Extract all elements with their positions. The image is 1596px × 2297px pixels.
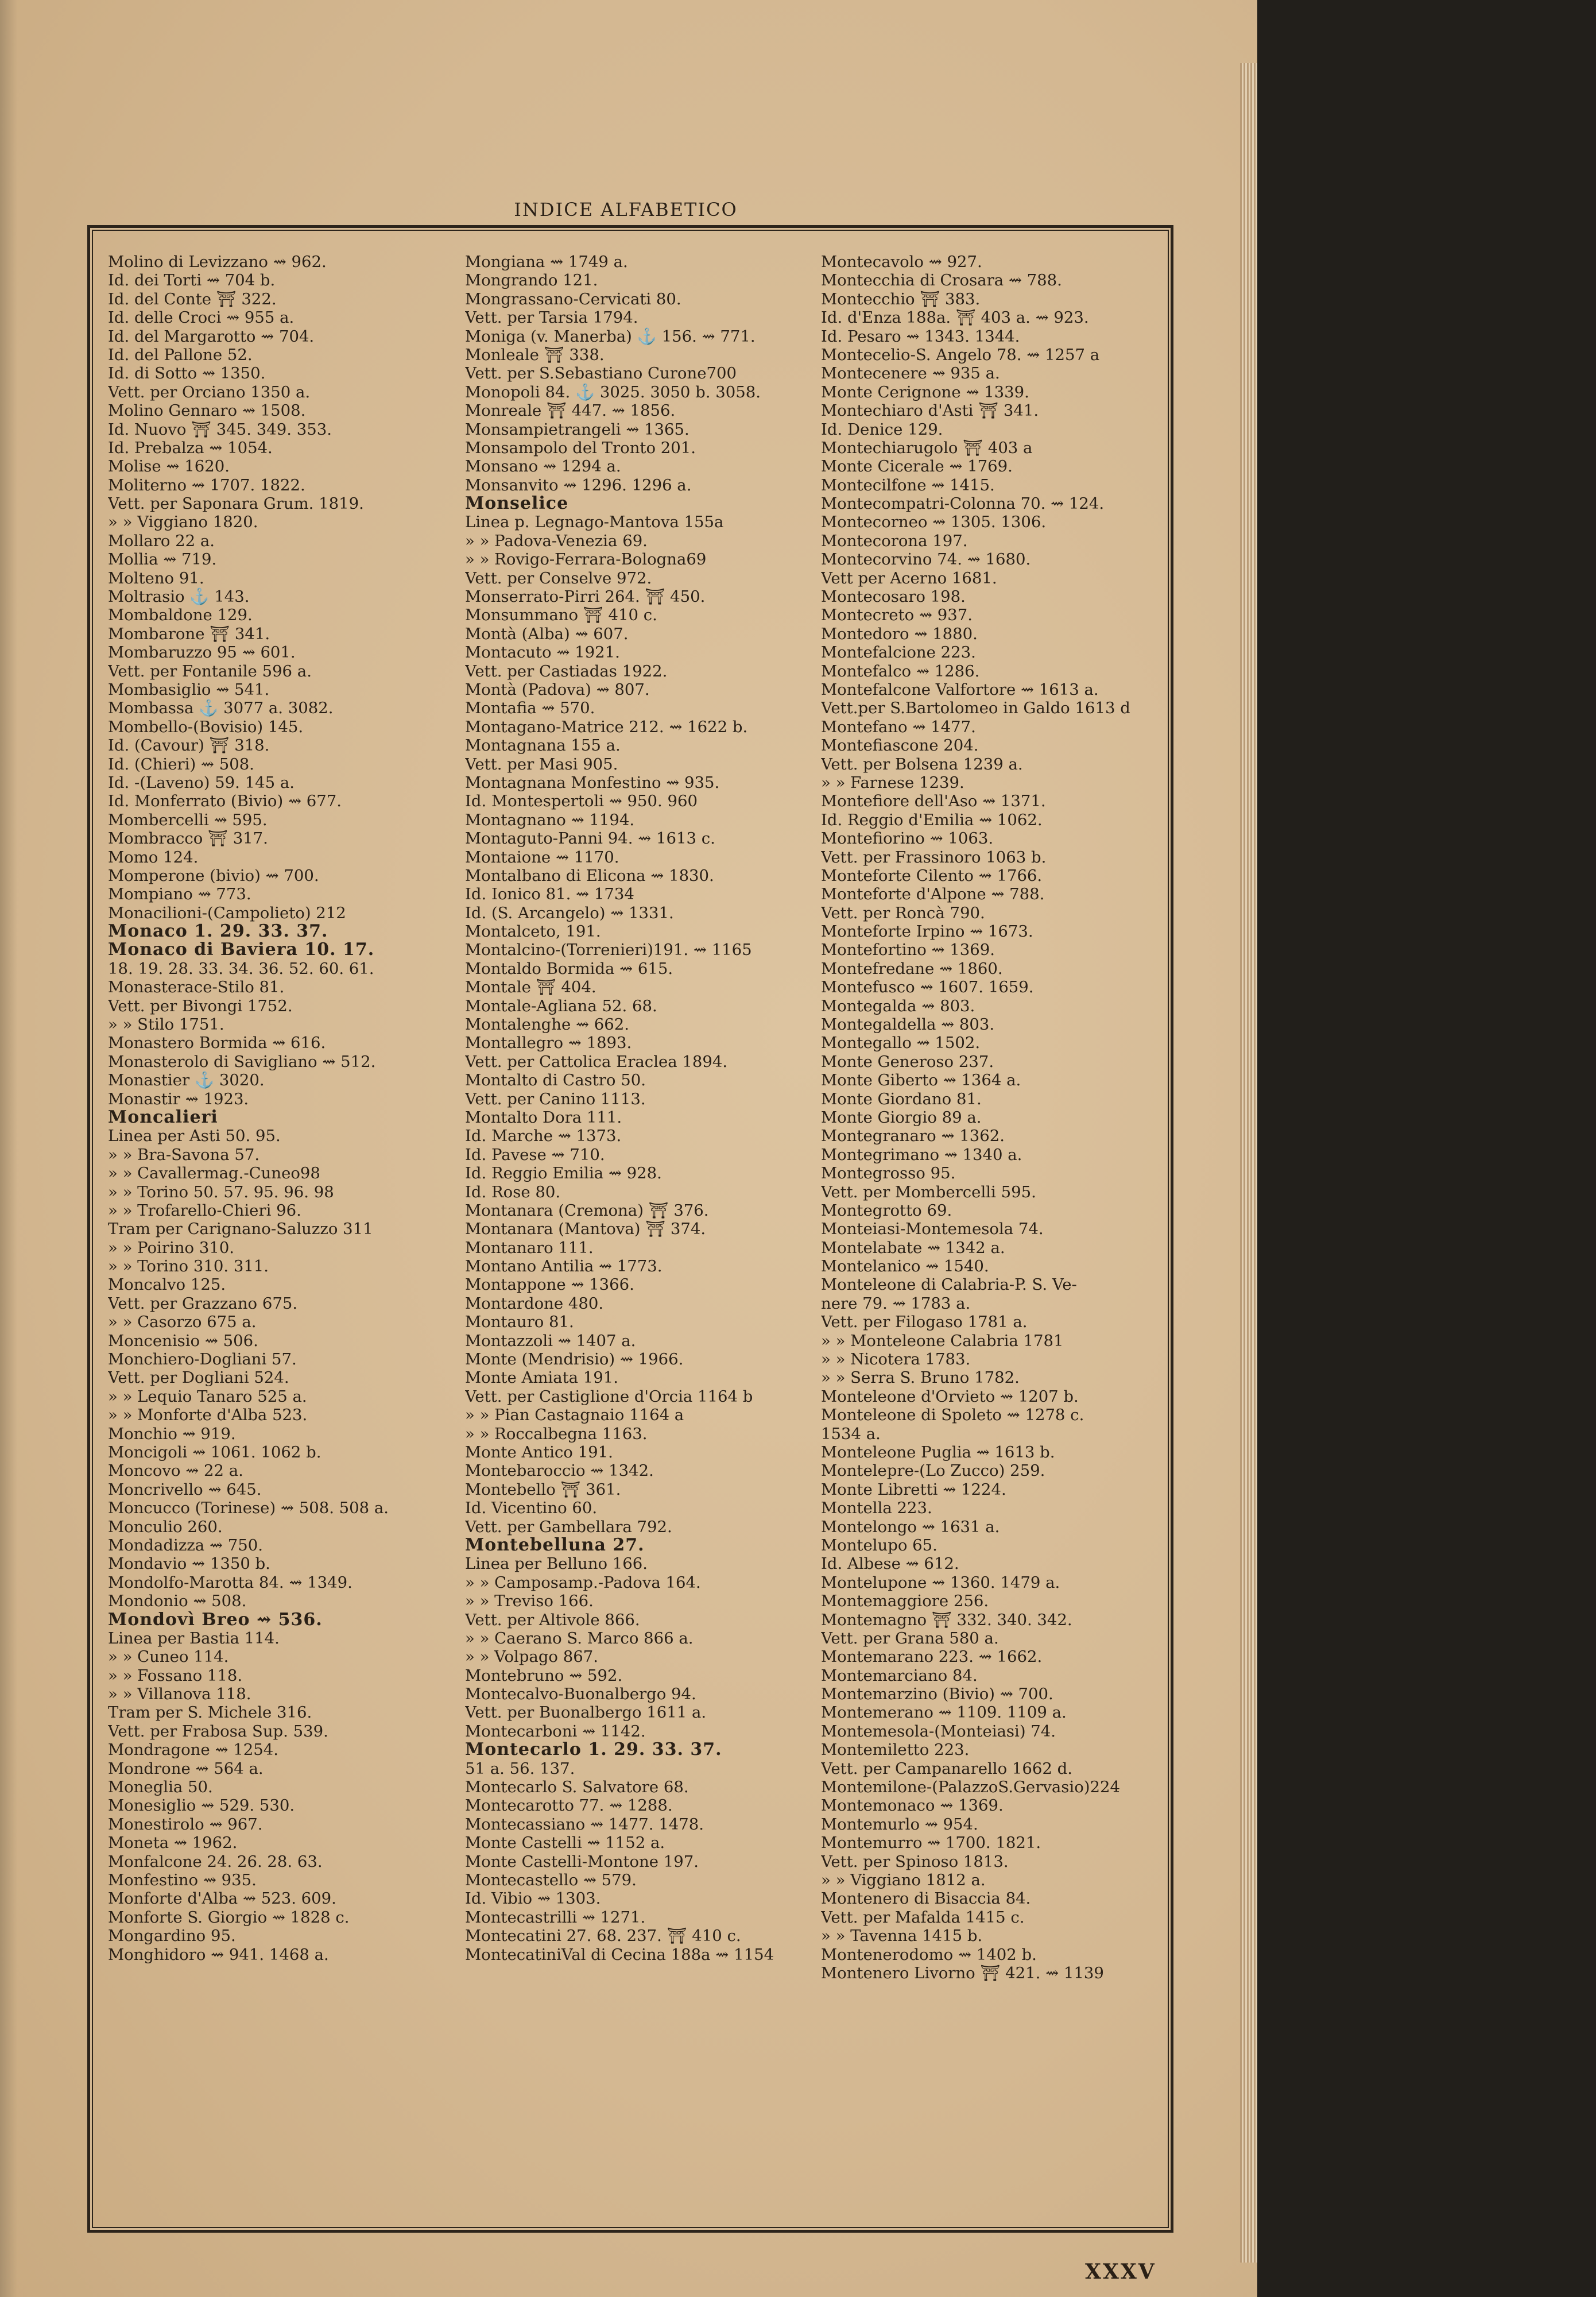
index-entry: Moncovo ⇝ 22 a. bbox=[108, 1461, 243, 1480]
index-entry: Monte Giorgio 89 a. bbox=[821, 1108, 982, 1127]
index-entry: Vett. per Masi 905. bbox=[465, 755, 618, 774]
index-entry: Mongardino 95. bbox=[108, 1927, 236, 1946]
background-dark bbox=[1257, 0, 1596, 2297]
index-entry: Vett. per Altivole 866. bbox=[465, 1610, 640, 1629]
index-entry: Montanara (Mantova) ⛩ 374. bbox=[465, 1220, 706, 1239]
index-entry: Monghidoro ⇝ 941. 1468 a. bbox=[108, 1945, 329, 1964]
index-entry: Montauro 81. bbox=[465, 1313, 574, 1332]
index-entry: » » Monteleone Calabria 1781 bbox=[821, 1331, 1064, 1350]
index-entry: Montecastello ⇝ 579. bbox=[465, 1870, 637, 1889]
index-entry: Vett. per Frabosa Sup. 539. bbox=[108, 1722, 328, 1741]
index-entry: Montecelio-S. Angelo 78. ⇝ 1257 a bbox=[821, 345, 1100, 364]
index-entry: » » Rovigo-Ferrara-Bologna69 bbox=[465, 550, 707, 569]
index-entry: Monfestino ⇝ 935. bbox=[108, 1870, 257, 1889]
index-entry: Montemarano 223. ⇝ 1662. bbox=[821, 1648, 1043, 1666]
index-entry: Montefiascone 204. bbox=[821, 736, 979, 755]
index-entry: Montecatini 27. 68. 237. ⛩ 410 c. bbox=[465, 1927, 741, 1946]
index-entry: Montechiarugolo ⛩ 403 a bbox=[821, 438, 1033, 457]
index-entry: Montecavolo ⇝ 927. bbox=[821, 253, 982, 271]
index-entry: Molino Gennaro ⇝ 1508. bbox=[108, 401, 306, 420]
index-entry: Montaguto-Panni 94. ⇝ 1613 c. bbox=[465, 829, 715, 848]
index-entry: Monte (Mendrisio) ⇝ 1966. bbox=[465, 1350, 684, 1369]
index-column-2 bbox=[465, 253, 809, 1964]
index-entry: Moncucco (Torinese) ⇝ 508. 508 a. bbox=[108, 1499, 389, 1518]
index-entry: Vett. per Mafalda 1415 c. bbox=[821, 1908, 1025, 1927]
index-entry: Id. d'Enza 188a. ⛩ 403 a. ⇝ 923. bbox=[821, 308, 1089, 327]
index-entry: Montecalvo-Buonalbergo 94. bbox=[465, 1685, 696, 1704]
index-entry: Montecorneo ⇝ 1305. 1306. bbox=[821, 513, 1047, 532]
index-entry: Montappone ⇝ 1366. bbox=[465, 1275, 634, 1294]
index-entry: Montelupone ⇝ 1360. 1479 a. bbox=[821, 1573, 1060, 1592]
index-entry: Montella 223. bbox=[821, 1499, 932, 1518]
index-entry: Monaco 1. 29. 33. 37. bbox=[108, 922, 328, 941]
index-entry: Vett. per Orciano 1350 a. bbox=[108, 382, 311, 401]
index-entry: MontecatiniVal di Cecina 188a ⇝ 1154 bbox=[465, 1945, 774, 1964]
index-entry: Monsano ⇝ 1294 a. bbox=[465, 457, 621, 476]
index-entry: Vett. per Grana 580 a. bbox=[821, 1629, 999, 1648]
index-entry: Montemarciano 84. bbox=[821, 1666, 978, 1685]
index-entry: Montecreto ⇝ 937. bbox=[821, 606, 973, 625]
index-entry: Momperone (bivio) ⇝ 700. bbox=[108, 866, 319, 885]
index-entry: Montebelluna 27. bbox=[465, 1536, 645, 1555]
index-entry: Id. -(Laveno) 59. 145 a. bbox=[108, 773, 295, 792]
index-entry: Montalto di Castro 50. bbox=[465, 1071, 646, 1090]
index-entry: Mondadizza ⇝ 750. bbox=[108, 1536, 263, 1554]
index-entry: » » Trofarello-Chieri 96. bbox=[108, 1201, 301, 1220]
index-entry: Montefano ⇝ 1477. bbox=[821, 717, 976, 736]
index-entry: Montemerano ⇝ 1109. 1109 a. bbox=[821, 1703, 1067, 1722]
index-entry: Montecastrilli ⇝ 1271. bbox=[465, 1908, 646, 1927]
index-entry: Monacilioni-(Campolieto) 212 bbox=[108, 903, 346, 922]
index-entry: Mombassa ⚓ 3077 a. 3082. bbox=[108, 699, 334, 718]
index-entry: Monforte d'Alba ⇝ 523. 609. bbox=[108, 1889, 336, 1908]
index-entry: Linea per Asti 50. 95. bbox=[108, 1127, 281, 1146]
index-entry: Mollaro 22 a. bbox=[108, 531, 215, 550]
index-entry: Montelepre-(Lo Zucco) 259. bbox=[821, 1461, 1045, 1480]
index-entry: » » Volpago 867. bbox=[465, 1648, 598, 1666]
index-entry: Monte Amiata 191. bbox=[465, 1368, 619, 1387]
index-entry: » » Cavallermag.-Cuneo98 bbox=[108, 1164, 320, 1183]
index-entry: Mombarone ⛩ 341. bbox=[108, 624, 270, 643]
book-page-edges bbox=[1240, 63, 1257, 2263]
index-entry: Id. Vibio ⇝ 1303. bbox=[465, 1889, 601, 1908]
index-entry: 1534 a. bbox=[821, 1424, 881, 1443]
index-entry: » » Villanova 118. bbox=[108, 1685, 251, 1704]
index-entry: Montecarlo S. Salvatore 68. bbox=[465, 1778, 689, 1797]
index-entry: Vett. per Fontanile 596 a. bbox=[108, 662, 312, 680]
index-entry: Monte Antico 191. bbox=[465, 1443, 613, 1461]
index-entry: Vett. per Mombercelli 595. bbox=[821, 1182, 1036, 1201]
index-entry: Monte Cerignone ⇝ 1339. bbox=[821, 382, 1029, 401]
index-entry: Montemurlo ⇝ 954. bbox=[821, 1815, 978, 1834]
index-entry: Monesiglio ⇝ 529. 530. bbox=[108, 1796, 295, 1815]
index-entry: Vett. per Gambellara 792. bbox=[465, 1517, 672, 1536]
index-entry: Montebello ⛩ 361. bbox=[465, 1480, 621, 1499]
index-entry: » » Torino 310. 311. bbox=[108, 1257, 269, 1276]
index-entry: Montefusco ⇝ 1607. 1659. bbox=[821, 978, 1034, 997]
index-entry: » » Bra-Savona 57. bbox=[108, 1145, 260, 1164]
index-entry: Tram per S. Michele 316. bbox=[108, 1703, 312, 1722]
index-entry: Vett. per Castiglione d'Orcia 1164 b bbox=[465, 1387, 753, 1406]
index-entry: Montemarzino (Bivio) ⇝ 700. bbox=[821, 1685, 1053, 1704]
index-entry: Montefredane ⇝ 1860. bbox=[821, 959, 1003, 978]
index-entry: Montallegro ⇝ 1893. bbox=[465, 1034, 632, 1053]
index-entry: » » Stilo 1751. bbox=[108, 1015, 224, 1034]
index-entry: Vett. per Roncà 790. bbox=[821, 903, 985, 922]
index-entry: Linea per Bastia 114. bbox=[108, 1629, 280, 1648]
index-entry: Montaldo Bormida ⇝ 615. bbox=[465, 959, 673, 978]
index-column-3 bbox=[821, 253, 1165, 1982]
index-entry: Monte Giberto ⇝ 1364 a. bbox=[821, 1071, 1021, 1090]
index-entry: Vett. per Canino 1113. bbox=[465, 1089, 646, 1108]
index-entry: Moncalvo 125. bbox=[108, 1275, 226, 1294]
index-entry: Mondragone ⇝ 1254. bbox=[108, 1741, 278, 1760]
index-entry: Montalceto, 191. bbox=[465, 922, 601, 941]
index-entry: » » Farnese 1239. bbox=[821, 773, 964, 792]
index-entry: Mombasiglio ⇝ 541. bbox=[108, 680, 270, 699]
index-entry: Moncigoli ⇝ 1061. 1062 b. bbox=[108, 1443, 321, 1461]
index-entry: Montemesola-(Monteiasi) 74. bbox=[821, 1722, 1056, 1741]
index-entry: Mombracco ⛩ 317. bbox=[108, 829, 268, 848]
index-entry: Molino di Levizzano ⇝ 962. bbox=[108, 253, 327, 271]
index-entry: Montefortino ⇝ 1369. bbox=[821, 941, 995, 960]
index-entry: Moltrasio ⚓ 143. bbox=[108, 587, 250, 606]
index-entry: Montechiaro d'Asti ⛩ 341. bbox=[821, 401, 1039, 420]
index-entry: Momo 124. bbox=[108, 848, 199, 867]
index-entry: Vett. per Filogaso 1781 a. bbox=[821, 1313, 1028, 1332]
index-entry: Monasterolo di Savigliano ⇝ 512. bbox=[108, 1052, 376, 1071]
index-entry: Montelupo 65. bbox=[821, 1536, 938, 1554]
index-entry: Vett. per Castiadas 1922. bbox=[465, 662, 668, 680]
index-entry: Montefiore dell'Aso ⇝ 1371. bbox=[821, 792, 1046, 811]
index-entry: Vett. per Bivongi 1752. bbox=[108, 996, 293, 1015]
index-entry: Monteleone d'Orvieto ⇝ 1207 b. bbox=[821, 1387, 1079, 1406]
index-entry: Id. Denice 129. bbox=[821, 420, 943, 439]
index-entry: Moliterno ⇝ 1707. 1822. bbox=[108, 475, 305, 494]
index-entry: Montefalcione 223. bbox=[821, 643, 976, 662]
index-entry: Montegrotto 69. bbox=[821, 1201, 952, 1220]
index-entry: Montelongo ⇝ 1631 a. bbox=[821, 1517, 1000, 1536]
index-entry: » » Roccalbegna 1163. bbox=[465, 1424, 648, 1443]
index-entry: » » Poirino 310. bbox=[108, 1238, 235, 1257]
index-entry: Mondonio ⇝ 508. bbox=[108, 1592, 247, 1611]
index-entry: Montagnana Monfestino ⇝ 935. bbox=[465, 773, 720, 792]
index-entry: Montecarotto 77. ⇝ 1288. bbox=[465, 1796, 673, 1815]
index-entry: Vett. per S.Sebastiano Curone700 bbox=[465, 364, 737, 383]
index-entry: Montefalcone Valfortore ⇝ 1613 a. bbox=[821, 680, 1099, 699]
index-entry: Monteiasi-Montemesola 74. bbox=[821, 1220, 1044, 1239]
index-entry: Montecenere ⇝ 935 a. bbox=[821, 364, 1000, 383]
index-entry: Monastero Bormida ⇝ 616. bbox=[108, 1034, 326, 1053]
index-entry: Mondolfo-Marotta 84. ⇝ 1349. bbox=[108, 1573, 352, 1592]
index-entry: Montefiorino ⇝ 1063. bbox=[821, 829, 994, 848]
index-entry: Montalenghe ⇝ 662. bbox=[465, 1015, 629, 1034]
index-entry: Montafia ⇝ 570. bbox=[465, 699, 595, 718]
index-entry: » » Camposamp.-Padova 164. bbox=[465, 1573, 701, 1592]
index-entry: Monestirolo ⇝ 967. bbox=[108, 1815, 263, 1834]
index-entry: Id. Reggio d'Emilia ⇝ 1062. bbox=[821, 810, 1043, 829]
index-entry: Montecchia di Crosara ⇝ 788. bbox=[821, 271, 1062, 290]
index-entry: Id. del Conte ⛩ 322. bbox=[108, 289, 277, 308]
index-entry: Monte Castelli-Montone 197. bbox=[465, 1852, 699, 1871]
index-entry: Montalcino-(Torrenieri)191. ⇝ 1165 bbox=[465, 941, 752, 960]
index-entry: Id. di Sotto ⇝ 1350. bbox=[108, 364, 266, 383]
index-entry: Montalbano di Elicona ⇝ 1830. bbox=[465, 866, 714, 885]
index-entry: Moncenisio ⇝ 506. bbox=[108, 1331, 258, 1350]
index-entry: Id. Pavese ⇝ 710. bbox=[465, 1145, 605, 1164]
index-column-1 bbox=[108, 253, 452, 1964]
index-entry: Montedoro ⇝ 1880. bbox=[821, 624, 978, 643]
index-entry: Vett. per Bolsena 1239 a. bbox=[821, 755, 1023, 774]
index-entry: » » Torino 50. 57. 95. 96. 98 bbox=[108, 1182, 334, 1201]
page-number: XXXV bbox=[1085, 2260, 1156, 2284]
index-entry: » » Casorzo 675 a. bbox=[108, 1313, 257, 1332]
index-entry: Montemurro ⇝ 1700. 1821. bbox=[821, 1834, 1041, 1853]
index-entry: Monteleone Puglia ⇝ 1613 b. bbox=[821, 1443, 1055, 1461]
index-entry: Montefalco ⇝ 1286. bbox=[821, 662, 980, 680]
index-entry: Montecorona 197. bbox=[821, 531, 968, 550]
index-entry: Id. Reggio Emilia ⇝ 928. bbox=[465, 1164, 662, 1183]
index-entry: Monteleone di Calabria-P. S. Ve- bbox=[821, 1275, 1077, 1294]
index-entry: Montale-Agliana 52. 68. bbox=[465, 996, 657, 1015]
index-entry: Montà (Alba) ⇝ 607. bbox=[465, 624, 629, 643]
index-entry: Monte Giordano 81. bbox=[821, 1089, 982, 1108]
index-entry: Id. Marche ⇝ 1373. bbox=[465, 1127, 622, 1146]
index-entry: Monleale ⛩ 338. bbox=[465, 345, 605, 364]
index-entry: » » Viggiano 1820. bbox=[108, 513, 258, 532]
index-entry: Vett.per S.Bartolomeo in Galdo 1613 d bbox=[821, 699, 1130, 718]
index-entry: Molise ⇝ 1620. bbox=[108, 457, 230, 476]
index-entry: 18. 19. 28. 33. 34. 36. 52. 60. 61. bbox=[108, 959, 374, 978]
index-entry: Mongiana ⇝ 1749 a. bbox=[465, 253, 628, 271]
index-entry: Montegallo ⇝ 1502. bbox=[821, 1034, 981, 1053]
index-entry: Monte Cicerale ⇝ 1769. bbox=[821, 457, 1013, 476]
index-entry: Montelanico ⇝ 1540. bbox=[821, 1257, 989, 1276]
index-entry: Vett. per Campanarello 1662 d. bbox=[821, 1759, 1072, 1778]
index-entry: Id. Nuovo ⛩ 345. 349. 353. bbox=[108, 420, 332, 439]
index-entry: » » Pian Castagnaio 1164 a bbox=[465, 1406, 684, 1425]
index-entry: Monastier ⚓ 3020. bbox=[108, 1071, 265, 1090]
index-entry: » » Caerano S. Marco 866 a. bbox=[465, 1629, 694, 1648]
index-entry: Monsanvito ⇝ 1296. 1296 a. bbox=[465, 475, 692, 494]
index-entry: Monte Castelli ⇝ 1152 a. bbox=[465, 1834, 665, 1853]
index-entry: Vett per Acerno 1681. bbox=[821, 569, 997, 587]
index-entry: Monteforte d'Alpone ⇝ 788. bbox=[821, 885, 1045, 904]
index-entry: Mondrone ⇝ 564 a. bbox=[108, 1759, 264, 1778]
index-entry: Moneta ⇝ 1962. bbox=[108, 1834, 238, 1853]
index-entry: Id. Pesaro ⇝ 1343. 1344. bbox=[821, 327, 1020, 346]
index-entry: Vett. per Tarsia 1794. bbox=[465, 308, 638, 327]
running-header: INDICE ALFABETICO bbox=[514, 199, 738, 221]
index-entry: Monteforte Cilento ⇝ 1766. bbox=[821, 866, 1043, 885]
index-entry: Mongrassano-Cervicati 80. bbox=[465, 289, 681, 308]
index-entry: Id. Montespertoli ⇝ 950. 960 bbox=[465, 792, 698, 811]
index-entry: Id. delle Croci ⇝ 955 a. bbox=[108, 308, 295, 327]
index-entry: Montenerodomo ⇝ 1402 b. bbox=[821, 1945, 1037, 1964]
index-entry: Monserrato-Pirri 264. ⛩ 450. bbox=[465, 587, 706, 606]
index-entry: Montacuto ⇝ 1921. bbox=[465, 643, 620, 662]
index-entry: Monsummano ⛩ 410 c. bbox=[465, 606, 657, 625]
index-entry: Montemagno ⛩ 332. 340. 342. bbox=[821, 1610, 1072, 1629]
index-entry: Montegrosso 95. bbox=[821, 1164, 956, 1183]
index-entry: Montalto Dora 111. bbox=[465, 1108, 622, 1127]
index-entry: Montegalda ⇝ 803. bbox=[821, 996, 975, 1015]
index-entry: Vett. per Conselve 972. bbox=[465, 569, 652, 587]
index-entry: » » Monforte d'Alba 523. bbox=[108, 1406, 308, 1425]
index-entry: Montegranaro ⇝ 1362. bbox=[821, 1127, 1005, 1146]
index-entry: Vett. per Dogliani 524. bbox=[108, 1368, 289, 1387]
index-entry: Id. Prebalza ⇝ 1054. bbox=[108, 438, 273, 457]
index-entry: Id. del Pallone 52. bbox=[108, 345, 253, 364]
index-entry: Montagano-Matrice 212. ⇝ 1622 b. bbox=[465, 717, 748, 736]
index-entry: Monte Generoso 237. bbox=[821, 1052, 994, 1071]
index-entry: Montemiletto 223. bbox=[821, 1741, 970, 1760]
index-entry: Monastir ⇝ 1923. bbox=[108, 1089, 249, 1108]
index-entry: Montecilfone ⇝ 1415. bbox=[821, 475, 995, 494]
index-entry: Montebaroccio ⇝ 1342. bbox=[465, 1461, 654, 1480]
index-entry: Montecorvino 74. ⇝ 1680. bbox=[821, 550, 1031, 569]
index-entry: Id. (S. Arcangelo) ⇝ 1331. bbox=[465, 903, 674, 922]
index-entry: Montecarboni ⇝ 1142. bbox=[465, 1722, 646, 1741]
index-entry: Mombaldone 129. bbox=[108, 606, 253, 625]
index-entry: Id. Rose 80. bbox=[465, 1182, 561, 1201]
index-entry: Mondavio ⇝ 1350 b. bbox=[108, 1554, 270, 1573]
index-entry: Montemaggiore 256. bbox=[821, 1592, 989, 1611]
index-entry: Montecompatri-Colonna 70. ⇝ 124. bbox=[821, 494, 1105, 513]
index-entry: Molteno 91. bbox=[108, 569, 204, 587]
index-entry: 51 a. 56. 137. bbox=[465, 1759, 575, 1778]
index-entry: Vett. per Frassinoro 1063 b. bbox=[821, 848, 1047, 867]
index-entry: Mompiano ⇝ 773. bbox=[108, 885, 251, 904]
index-entry: Id. (Chieri) ⇝ 508. bbox=[108, 755, 254, 774]
index-entry: Montanaro 111. bbox=[465, 1238, 594, 1257]
index-entry: Monopoli 84. ⚓ 3025. 3050 b. 3058. bbox=[465, 382, 761, 401]
index-entry: Montale ⛩ 404. bbox=[465, 978, 596, 997]
index-entry: nere 79. ⇝ 1783 a. bbox=[821, 1294, 971, 1313]
index-entry: » » Padova-Venezia 69. bbox=[465, 531, 648, 550]
index-entry: » » Treviso 166. bbox=[465, 1592, 594, 1611]
index-entry: Linea per Belluno 166. bbox=[465, 1554, 648, 1573]
index-entry: Montebruno ⇝ 592. bbox=[465, 1666, 623, 1685]
index-entry: Tram per Carignano-Saluzzo 311 bbox=[108, 1220, 373, 1239]
index-entry: Moncrivello ⇝ 645. bbox=[108, 1480, 262, 1499]
index-entry: Montaione ⇝ 1170. bbox=[465, 848, 619, 867]
index-entry: Monselice bbox=[465, 494, 569, 513]
index-entry: Montemilone-(PalazzoS.Gervasio)224 bbox=[821, 1778, 1120, 1797]
index-entry: Monfalcone 24. 26. 28. 63. bbox=[108, 1852, 323, 1871]
index-entry: Monteforte Irpino ⇝ 1673. bbox=[821, 922, 1033, 941]
index-entry: » » Cuneo 114. bbox=[108, 1648, 229, 1666]
index-entry: Id. Monferrato (Bivio) ⇝ 677. bbox=[108, 792, 342, 811]
index-entry: Vett. per Buonalbergo 1611 a. bbox=[465, 1703, 707, 1722]
index-entry: Mombello-(Bovisio) 145. bbox=[108, 717, 304, 736]
index-entry: Vett. per Saponara Grum. 1819. bbox=[108, 494, 364, 513]
index-entry: Monsampietrangeli ⇝ 1365. bbox=[465, 420, 689, 439]
index-entry: Montelabate ⇝ 1342 a. bbox=[821, 1238, 1005, 1257]
index-entry: Moniga (v. Manerba) ⚓ 156. ⇝ 771. bbox=[465, 327, 756, 346]
index-entry: Monchiero-Dogliani 57. bbox=[108, 1350, 297, 1369]
index-entry: Id. dei Torti ⇝ 704 b. bbox=[108, 271, 276, 290]
index-entry: Monculio 260. bbox=[108, 1517, 223, 1536]
index-entry: » » Lequio Tanaro 525 a. bbox=[108, 1387, 307, 1406]
index-entry: Moneglia 50. bbox=[108, 1778, 213, 1797]
index-entry: Montecosaro 198. bbox=[821, 587, 966, 606]
index-entry: Vett. per Cattolica Eraclea 1894. bbox=[465, 1052, 728, 1071]
index-entry: Monreale ⛩ 447. ⇝ 1856. bbox=[465, 401, 676, 420]
index-entry: Montegrimano ⇝ 1340 a. bbox=[821, 1145, 1022, 1164]
index-entry: Linea p. Legnago-Mantova 155a bbox=[465, 513, 724, 532]
index-entry: » » Viggiano 1812 a. bbox=[821, 1870, 986, 1889]
index-entry: Id. (Cavour) ⛩ 318. bbox=[108, 736, 270, 755]
index-entry: » » Fossano 118. bbox=[108, 1666, 243, 1685]
index-entry: Mongrando 121. bbox=[465, 271, 598, 290]
index-entry: Monasterace-Stilo 81. bbox=[108, 978, 285, 997]
index-entry: » » Tavenna 1415 b. bbox=[821, 1927, 983, 1946]
index-entry: Montecassiano ⇝ 1477. 1478. bbox=[465, 1815, 704, 1834]
index-entry: Montenero Livorno ⛩ 421. ⇝ 1139 bbox=[821, 1963, 1104, 1982]
index-entry: Montemonaco ⇝ 1369. bbox=[821, 1796, 1004, 1815]
index-entry: Mombercelli ⇝ 595. bbox=[108, 810, 268, 829]
index-entry: Montegaldella ⇝ 803. bbox=[821, 1015, 995, 1034]
index-entry: Moncalieri bbox=[108, 1108, 218, 1127]
index-entry: Monsampolo del Tronto 201. bbox=[465, 438, 696, 457]
index-entry: Id. del Margarotto ⇝ 704. bbox=[108, 327, 315, 346]
index-entry: Id. Ionico 81. ⇝ 1734 bbox=[465, 885, 634, 904]
index-entry: Montardone 480. bbox=[465, 1294, 604, 1313]
index-entry: Montecarlo 1. 29. 33. 37. bbox=[465, 1741, 722, 1760]
index-entry: Mombaruzzo 95 ⇝ 601. bbox=[108, 643, 296, 662]
index-entry: Vett. per Grazzano 675. bbox=[108, 1294, 298, 1313]
index-entry: Monteleone di Spoleto ⇝ 1278 c. bbox=[821, 1406, 1084, 1425]
index-entry: Id. Albese ⇝ 612. bbox=[821, 1554, 959, 1573]
index-entry: Montazzoli ⇝ 1407 a. bbox=[465, 1331, 636, 1350]
index-entry: Vett. per Spinoso 1813. bbox=[821, 1852, 1009, 1871]
index-entry: Monchio ⇝ 919. bbox=[108, 1424, 236, 1443]
index-entry: » » Nicotera 1783. bbox=[821, 1350, 971, 1369]
index-entry: Monte Libretti ⇝ 1224. bbox=[821, 1480, 1006, 1499]
index-entry: Montagnano ⇝ 1194. bbox=[465, 810, 635, 829]
index-entry: Mollia ⇝ 719. bbox=[108, 550, 217, 569]
index-entry: Monaco di Baviera 10. 17. bbox=[108, 941, 375, 960]
index-entry: Monforte S. Giorgio ⇝ 1828 c. bbox=[108, 1908, 350, 1927]
index-entry: Montanara (Cremona) ⛩ 376. bbox=[465, 1201, 709, 1220]
index-entry: Montecchio ⛩ 383. bbox=[821, 289, 981, 308]
index-entry: Montenero di Bisaccia 84. bbox=[821, 1889, 1031, 1908]
index-entry: Montano Antilia ⇝ 1773. bbox=[465, 1257, 663, 1276]
index-entry: Montagnana 155 a. bbox=[465, 736, 621, 755]
index-entry: » » Serra S. Bruno 1782. bbox=[821, 1368, 1020, 1387]
index-entry: Montà (Padova) ⇝ 807. bbox=[465, 680, 650, 699]
index-entry: Mondovì Breo ⇝ 536. bbox=[108, 1610, 323, 1629]
index-entry: Id. Vicentino 60. bbox=[465, 1499, 598, 1518]
page-gutter bbox=[0, 0, 17, 2297]
